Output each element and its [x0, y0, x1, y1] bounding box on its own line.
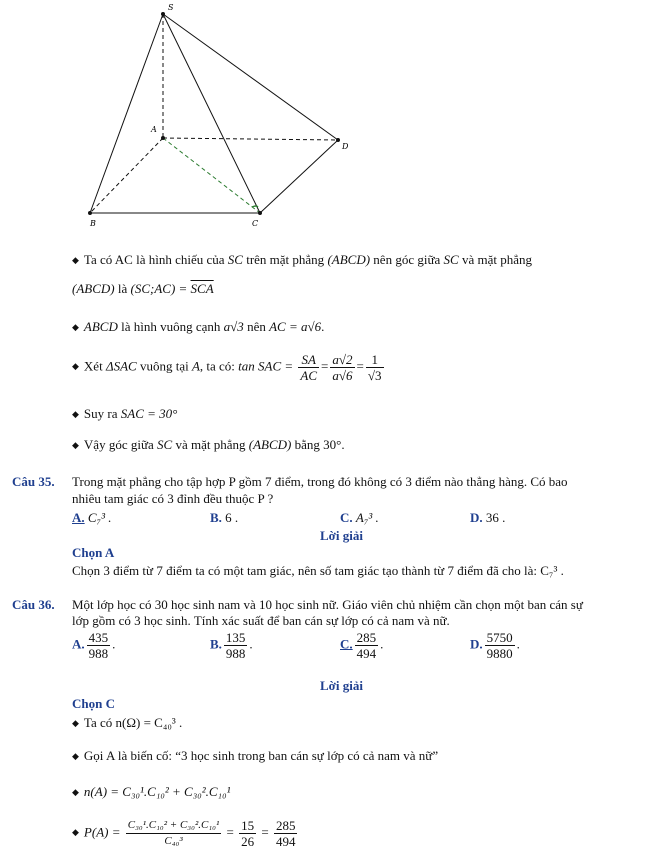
edge-AD — [163, 138, 338, 140]
fraction: $\frac{SA}{AC}$ — [300, 352, 318, 383]
question-35-text-line2: nhiêu tam giác có 3 đỉnh đều thuộc P ? — [72, 491, 274, 506]
sol34-bullet1-line2: (ABCD) là (SC;AC) = $\overline{SCA}$ — [72, 281, 214, 296]
q35-explanation: Chọn 3 điểm từ 7 điểm ta có một tam giác, nên số tam giác tạo thành từ 7 điểm đã cho là: C₇³ . — [72, 563, 564, 578]
edge-CD — [260, 140, 338, 213]
diamond-bullet-icon: ◆ — [72, 751, 79, 761]
fraction: $\frac{a√2}{a√6}$ — [332, 352, 353, 383]
vertex-C — [258, 211, 262, 215]
vertex-S — [161, 12, 165, 16]
fraction: $\frac{1}{√3}$ — [367, 352, 382, 383]
question-36-label: Câu 36. — [12, 597, 55, 612]
sol34-bullet1: ◆ Ta có AC là hình chiếu của SC trên mặt phẳng (ABCD) nên góc giữa SC và mặt phẳng — [72, 252, 532, 267]
angle-mark-C — [252, 206, 258, 207]
q35-option-a: A. C₇³ . — [72, 510, 112, 525]
fraction: $\frac{\text{C₃₀¹.C₁₀² + C₃₀².C₁₀¹}}{\text{C₄₀³}}$ — [127, 819, 220, 847]
label-A: A — [151, 125, 157, 134]
diamond-bullet-icon: ◆ — [72, 718, 79, 728]
question-36-text-line2: lớp gồm có 3 học sinh. Tính xác suất để ban cán sự lớp có cả nam và nữ. — [72, 613, 450, 628]
label-D: D — [342, 142, 349, 151]
edge-SB — [90, 14, 163, 213]
diamond-bullet-icon: ◆ — [72, 322, 79, 332]
diamond-bullet-icon: ◆ — [72, 827, 79, 838]
fraction: $\frac{135}{988}$ — [225, 630, 246, 661]
fraction: $\frac{5750}{9880}$ — [486, 630, 513, 661]
diamond-bullet-icon: ◆ — [72, 409, 79, 419]
diamond-bullet-icon: ◆ — [72, 361, 79, 372]
q35-option-c: C. A₇³ . — [340, 510, 379, 525]
diamond-bullet-icon: ◆ — [72, 787, 79, 797]
q36-solution-title: Lời giải — [320, 678, 363, 693]
q36-bullet2: ◆ Gọi A là biến cố: “3 học sinh trong ban cán sự lớp có cả nam và nữ” — [72, 748, 439, 763]
label-B: B — [90, 219, 96, 228]
q36-option-c: C. $\frac{285}{494}$ . — [340, 630, 384, 661]
edge-AC — [163, 138, 260, 213]
q36-choice: Chọn C — [72, 696, 115, 711]
label-S: S — [168, 3, 174, 12]
fraction: $\frac{435}{988}$ — [88, 630, 109, 661]
question-36-text-line1: Một lớp học có 30 học sinh nam và 10 học sinh nữ. Giáo viên chủ nhiệm cần chọn một ban cán sự — [72, 597, 583, 612]
q36-bullet1: ◆ Ta có n(Ω) = C₄₀³ . — [72, 715, 183, 730]
fraction: $\frac{15}{26}$ — [241, 818, 255, 849]
q35-option-d: D. 36 . — [470, 510, 506, 525]
label-C: C — [252, 219, 259, 228]
fraction: $\frac{285}{494}$ — [275, 818, 296, 849]
sol34-bullet3: ◆ Xét ΔSAC vuông tại A, ta có: tan SAC = $\frac{SA}{AC}$ = $\frac{a√2}{a√6}$ = $\frac{1}{√3}$ — [72, 352, 382, 383]
diamond-bullet-icon: ◆ — [72, 255, 79, 265]
question-35-label: Câu 35. — [12, 474, 55, 489]
pyramid-figure — [0, 0, 650, 240]
q36-bullet3: ◆ n(A) = C₃₀¹.C₁₀² + C₃₀².C₁₀¹ — [72, 784, 231, 799]
question-35-text-line1: Trong mặt phẳng cho tập hợp P gồm 7 điểm, trong đó không có 3 điểm nào thẳng hàng. Có bao — [72, 474, 568, 489]
fraction: $\frac{285}{494}$ — [356, 630, 377, 661]
edge-AB — [90, 138, 163, 213]
sol34-bullet4: ◆ Suy ra SAC = 30° — [72, 406, 178, 421]
edge-SD — [163, 14, 338, 140]
q35-option-b: B. 6 . — [210, 510, 239, 525]
q36-bullet4: ◆ P(A) = $\frac{\text{C₃₀¹.C₁₀² + C₃₀².C₁₀¹}}{\text{C₄₀³}}$ = $\frac{15}{26}$ = $\frac{285}{494}$ — [72, 818, 296, 849]
q36-option-b: B. $\frac{135}{988}$ . — [210, 630, 253, 661]
q36-option-d: D. $\frac{5750}{9880}$ . — [470, 630, 520, 661]
vertex-D — [336, 138, 340, 142]
sol34-bullet5: ◆ Vậy góc giữa SC và mặt phẳng (ABCD) bằng 30°. — [72, 437, 345, 452]
q35-choice: Chọn A — [72, 545, 115, 560]
sol34-bullet2: ◆ ABCD là hình vuông cạnh a√3 nên AC = a√6. — [72, 319, 325, 334]
q36-option-a: A. $\frac{435}{988}$ . — [72, 630, 116, 661]
vertex-B — [88, 211, 92, 215]
diamond-bullet-icon: ◆ — [72, 440, 79, 450]
q35-solution-title: Lời giải — [320, 528, 363, 543]
edge-SC — [163, 14, 260, 213]
vertex-A — [161, 136, 165, 140]
